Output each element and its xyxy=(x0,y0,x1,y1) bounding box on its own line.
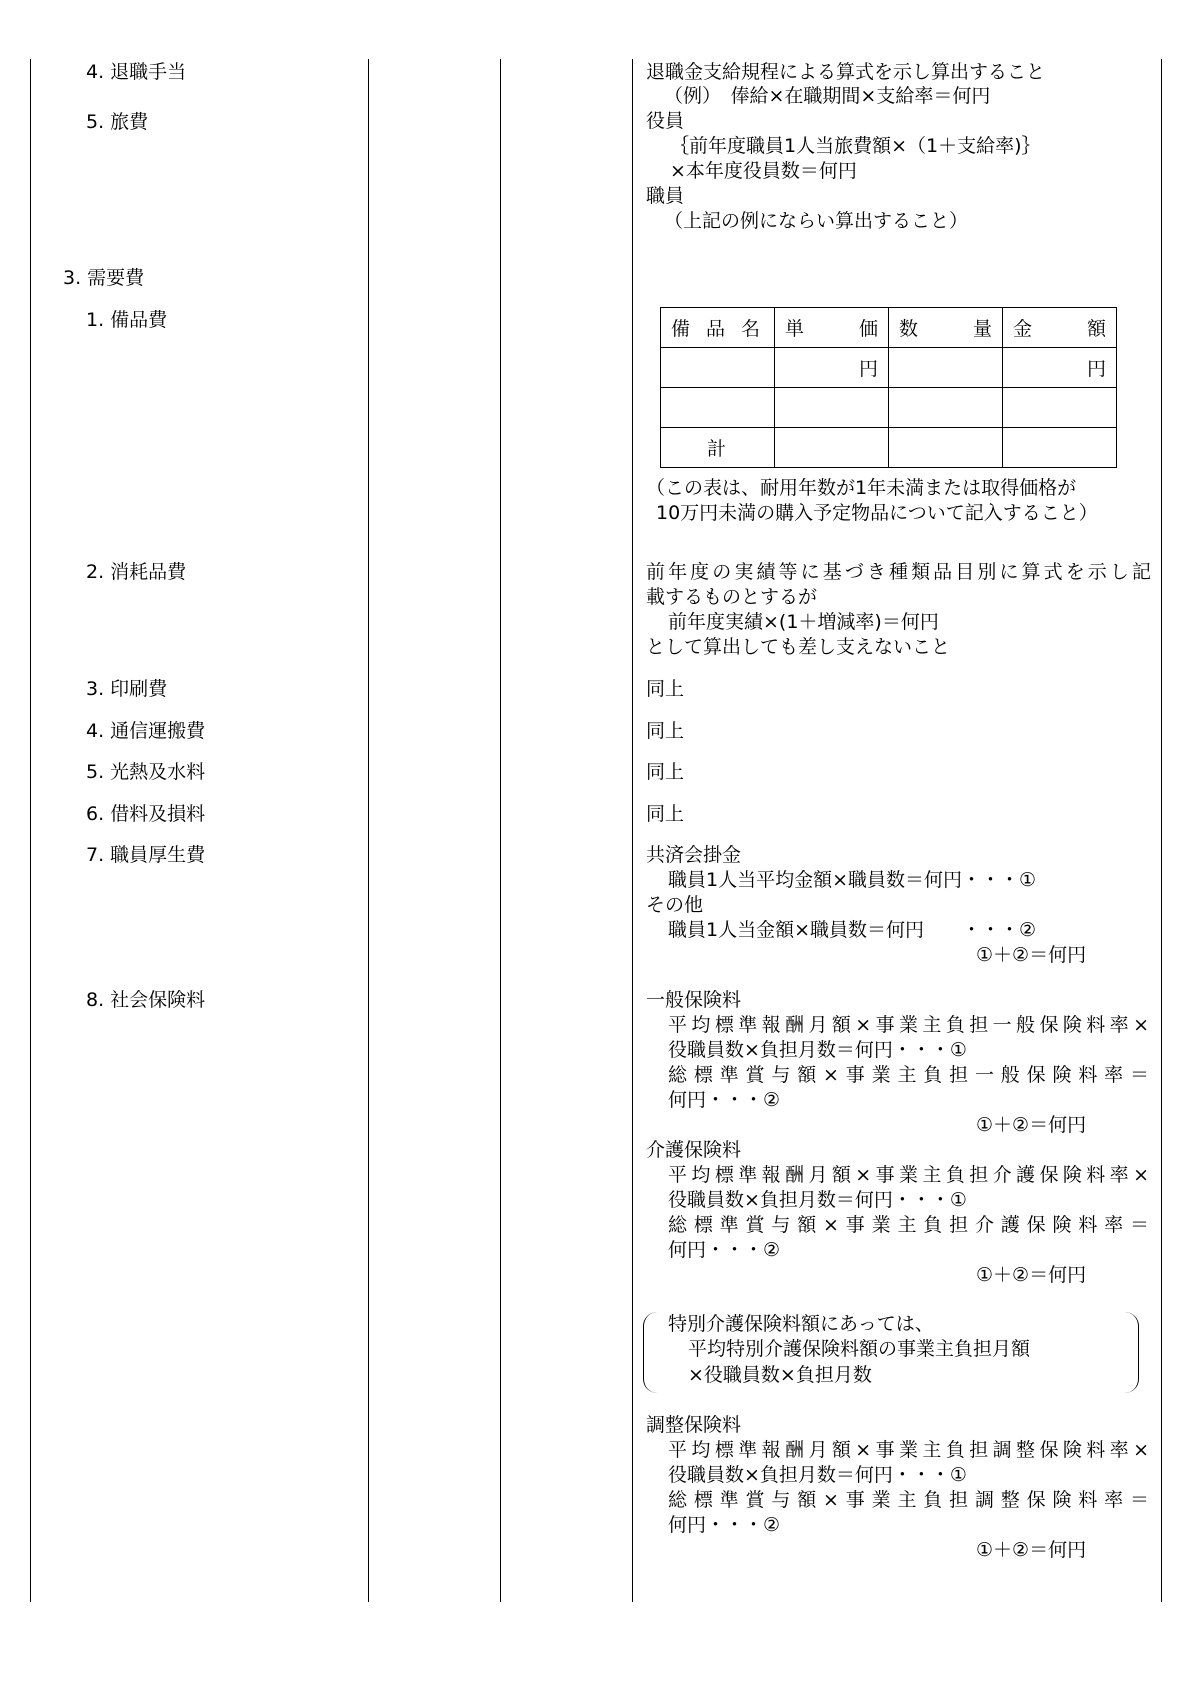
retirement-text: 退職金支給規程による算式を示し算出すること xyxy=(646,61,1046,83)
same-as-above: 同上 xyxy=(646,720,685,742)
item-consumables: 2. 消耗品費 xyxy=(86,561,187,583)
column-divider xyxy=(1161,59,1162,1602)
header-char: 価 xyxy=(858,318,878,340)
header-char: 名 xyxy=(740,318,760,340)
insurance-formula: 平均標準報酬月額×事業主負担調整保険料率× xyxy=(668,1439,1149,1461)
insurance-formula: 平均標準報酬月額×事業主負担一般保険料率× xyxy=(668,1014,1149,1036)
column-divider xyxy=(30,59,31,1602)
consumables-text: 前年度の実績等に基づき種類品目別に算式を示し記 xyxy=(646,561,1151,583)
insurance-sum: ①＋②＝何円 xyxy=(976,1114,1087,1136)
item-travel: 5. 旅費 xyxy=(86,111,149,133)
item-rent: 6. 借料及損料 xyxy=(86,803,206,825)
insurance-formula: 何円・・・② xyxy=(668,1239,781,1261)
header-char: 品 xyxy=(705,318,725,340)
equipment-table xyxy=(660,307,1117,468)
same-as-above: 同上 xyxy=(646,678,685,700)
column-divider xyxy=(368,59,369,1602)
section-demand: 3. 需要費 xyxy=(63,267,145,289)
special-care-note: ×役職員数×負担月数 xyxy=(688,1364,872,1386)
item-printing: 3. 印刷費 xyxy=(86,678,168,700)
retirement-example: （例） 俸給×在職期間×支給率＝何円 xyxy=(664,85,991,107)
travel-formula: ×本年度役員数＝何円 xyxy=(670,160,857,182)
travel-staff: 職員 xyxy=(646,185,685,207)
insurance-heading: 介護保険料 xyxy=(646,1139,742,1161)
travel-officers: 役員 xyxy=(646,110,685,132)
header-char: 量 xyxy=(972,318,992,340)
header-char: 数 xyxy=(899,318,919,340)
insurance-formula: 役職員数×負担月数＝何円・・・① xyxy=(668,1189,967,1211)
header-char: 金 xyxy=(1013,318,1033,340)
welfare-sum: ①＋②＝何円 xyxy=(976,944,1087,966)
unit-yen: 円 xyxy=(1003,348,1117,388)
insurance-formula: 役職員数×負担月数＝何円・・・① xyxy=(668,1039,967,1061)
total-label: 計 xyxy=(661,428,775,468)
insurance-formula: 何円・・・② xyxy=(668,1514,781,1536)
table-note: （この表は、耐用年数が1年未満または取得価格が xyxy=(646,477,1077,499)
item-communication: 4. 通信運搬費 xyxy=(86,720,206,742)
same-as-above: 同上 xyxy=(646,803,685,825)
header-char: 単 xyxy=(785,318,805,340)
insurance-formula: 総標準賞与額×事業主負担一般保険料率＝ xyxy=(668,1064,1149,1086)
header-char: 備 xyxy=(671,318,691,340)
insurance-sum: ①＋②＝何円 xyxy=(976,1539,1087,1561)
table-header-row xyxy=(661,308,1117,348)
table-row xyxy=(661,388,1117,428)
same-as-above: 同上 xyxy=(646,761,685,783)
item-equipment: 1. 備品費 xyxy=(86,309,168,331)
special-care-note: 平均特別介護保険料額の事業主負担月額 xyxy=(688,1338,1031,1360)
insurance-formula: 総標準賞与額×事業主負担調整保険料率＝ xyxy=(668,1489,1149,1511)
consumables-text: 載するものとするが xyxy=(646,586,818,608)
item-utilities: 5. 光熱及水料 xyxy=(86,761,206,783)
item-welfare: 7. 職員厚生費 xyxy=(86,844,206,866)
insurance-formula: 何円・・・② xyxy=(668,1089,781,1111)
insurance-formula: 平均標準報酬月額×事業主負担介護保険料率× xyxy=(668,1164,1149,1186)
item-social-insurance: 8. 社会保険料 xyxy=(86,989,206,1011)
welfare-heading: 共済会掛金 xyxy=(646,844,742,866)
special-care-note: 特別介護保険料額にあっては、 xyxy=(668,1313,934,1335)
table-note: 10万円未満の購入予定物品について記入すること） xyxy=(656,502,1098,524)
column-divider xyxy=(500,59,501,1602)
travel-note: （上記の例にならい算出すること） xyxy=(664,210,969,232)
insurance-sum: ①＋②＝何円 xyxy=(976,1264,1087,1286)
unit-yen: 円 xyxy=(775,348,889,388)
item-retirement: 4. 退職手当 xyxy=(86,61,187,83)
table-row xyxy=(661,348,1117,388)
column-divider xyxy=(632,59,633,1602)
insurance-heading: 一般保険料 xyxy=(646,989,742,1011)
insurance-formula: 役職員数×負担月数＝何円・・・① xyxy=(668,1464,967,1486)
header-char: 額 xyxy=(1086,318,1106,340)
insurance-heading: 調整保険料 xyxy=(646,1414,742,1436)
welfare-formula: 職員1人当金額×職員数＝何円 ・・・② xyxy=(668,919,1037,941)
welfare-heading: その他 xyxy=(646,894,704,916)
travel-formula: ｛前年度職員1人当旅費額×（1＋支給率)｝ xyxy=(670,135,1041,157)
consumables-formula: 前年度実績×(1＋増減率)＝何円 xyxy=(668,611,939,633)
table-total-row xyxy=(661,428,1117,468)
insurance-formula: 総標準賞与額×事業主負担介護保険料率＝ xyxy=(668,1214,1149,1236)
consumables-text: として算出しても差し支えないこと xyxy=(646,636,951,658)
welfare-formula: 職員1人当平均金額×職員数＝何円・・・① xyxy=(668,869,1037,891)
